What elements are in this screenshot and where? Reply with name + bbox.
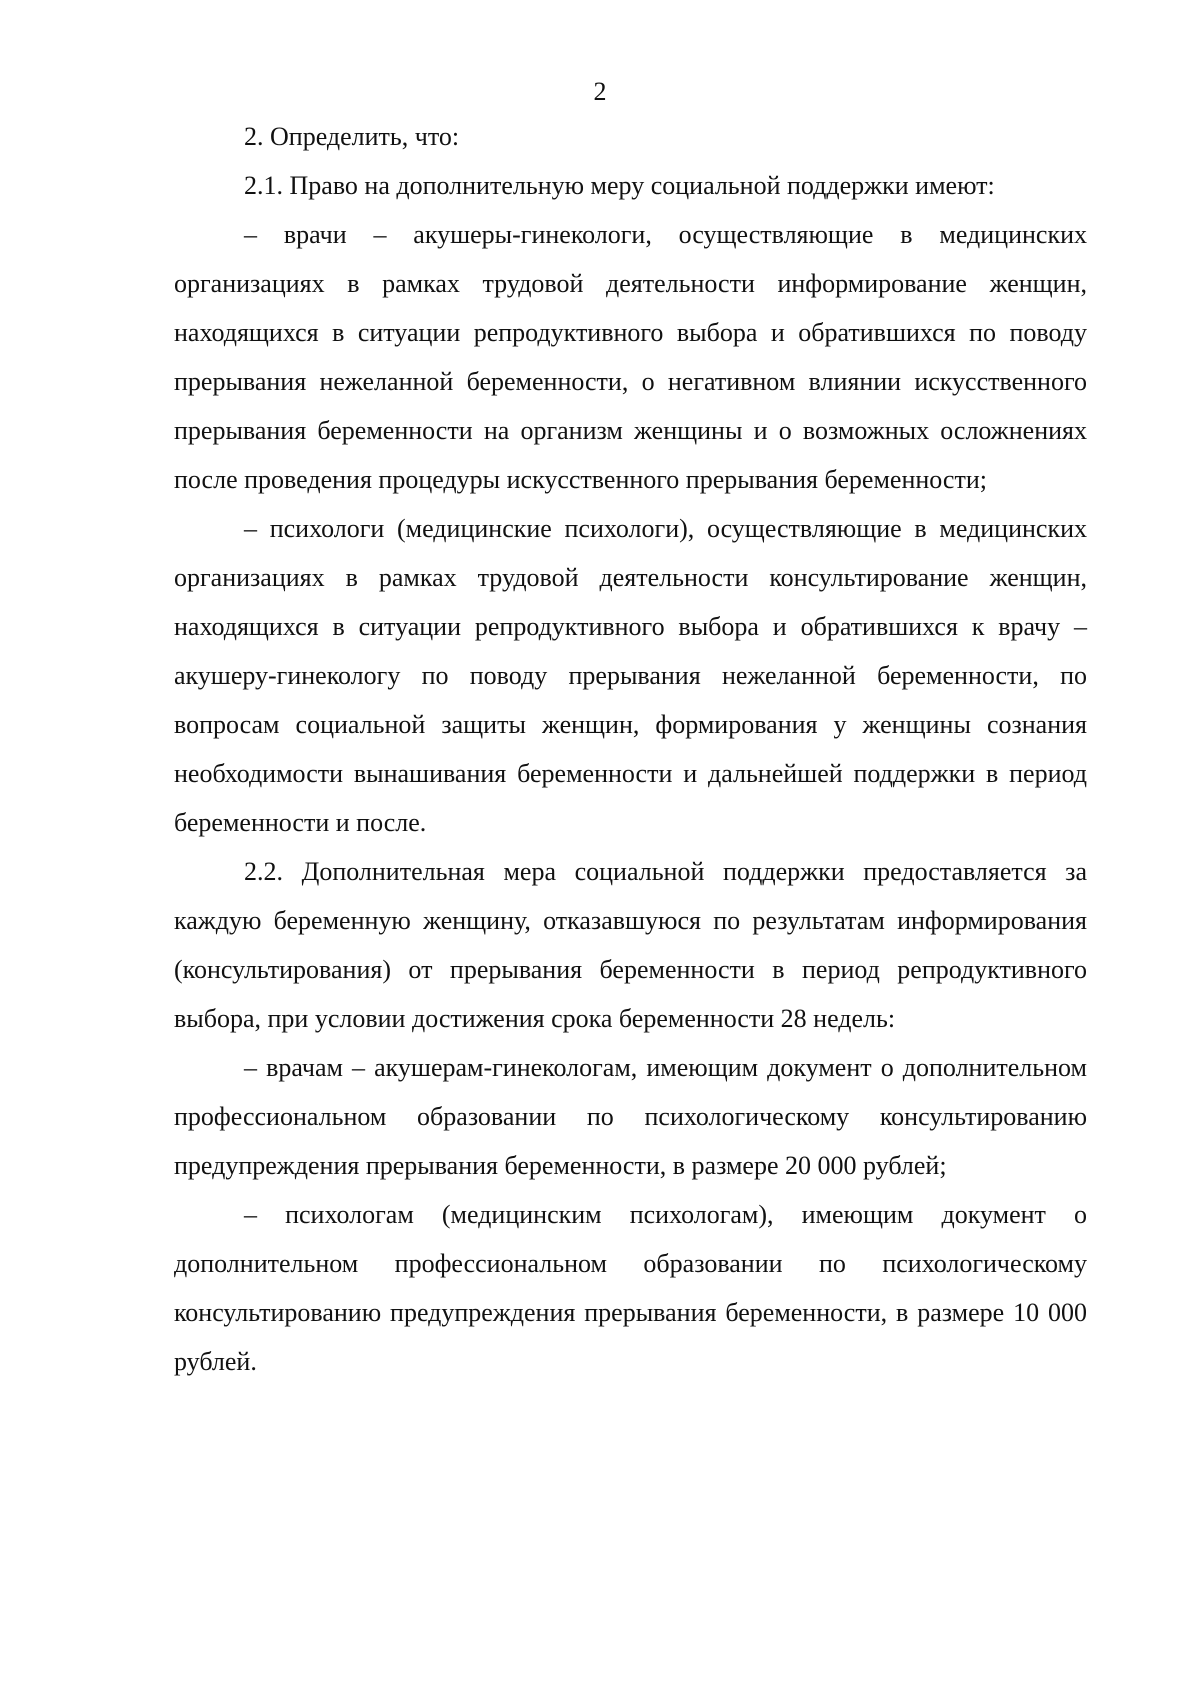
paragraph-section-2: 2. Определить, что: (244, 122, 460, 151)
paragraph-doctors-eligibility: – врачи – акушеры-гинекологи, осуществляющие в медицинских организациях в рамках трудовой деятельности информирование женщин, находящихся в ситуации репродуктивного выбора и обратившихся по поводу прерывания нежеланной беременности, о негативном влиянии искусственного прерывания беременности на организм женщины и о возможных осложнениях после проведения процедуры искусственного прерывания беременности; (174, 220, 1087, 494)
paragraph-section-2-1: 2.1. Право на дополнительную меру социальной поддержки имеют: (244, 171, 995, 200)
paragraph-psychologists-payment: – психологам (медицинским психологам), имеющим документ о дополнительном профессиональном образовании по психологическому консультированию предупреждения прерывания беременности, в размере 10 000 рублей. (174, 1200, 1087, 1376)
document-body (174, 112, 1087, 1386)
paragraph-doctors-payment: – врачам – акушерам-гинекологам, имеющим документ о дополнительном профессиональном образовании по психологическому консультированию предупреждения прерывания беременности, в размере 20 000 рублей; (174, 1053, 1087, 1180)
paragraph-section-2-2: 2.2. Дополнительная мера социальной поддержки предоставляется за каждую беременную женщину, отказавшуюся по результатам информирования (консультирования) от прерывания беременности в период репродуктивного выбора, при условии достижения срока беременности 28 недель: (174, 857, 1087, 1033)
page-number: 2 (593, 77, 607, 106)
paragraph-psychologists-eligibility: – психологи (медицинские психологи), осуществляющие в медицинских организациях в рамках трудовой деятельности консультирование женщин, находящихся в ситуации репродуктивного выбора и обратившихся к врачу – акушеру-гинекологу по поводу прерывания нежеланной беременности, по вопросам социальной защиты женщин, формирования у женщины сознания необходимости вынашивания беременности и дальнейшей поддержки в период беременности и после. (174, 514, 1087, 837)
